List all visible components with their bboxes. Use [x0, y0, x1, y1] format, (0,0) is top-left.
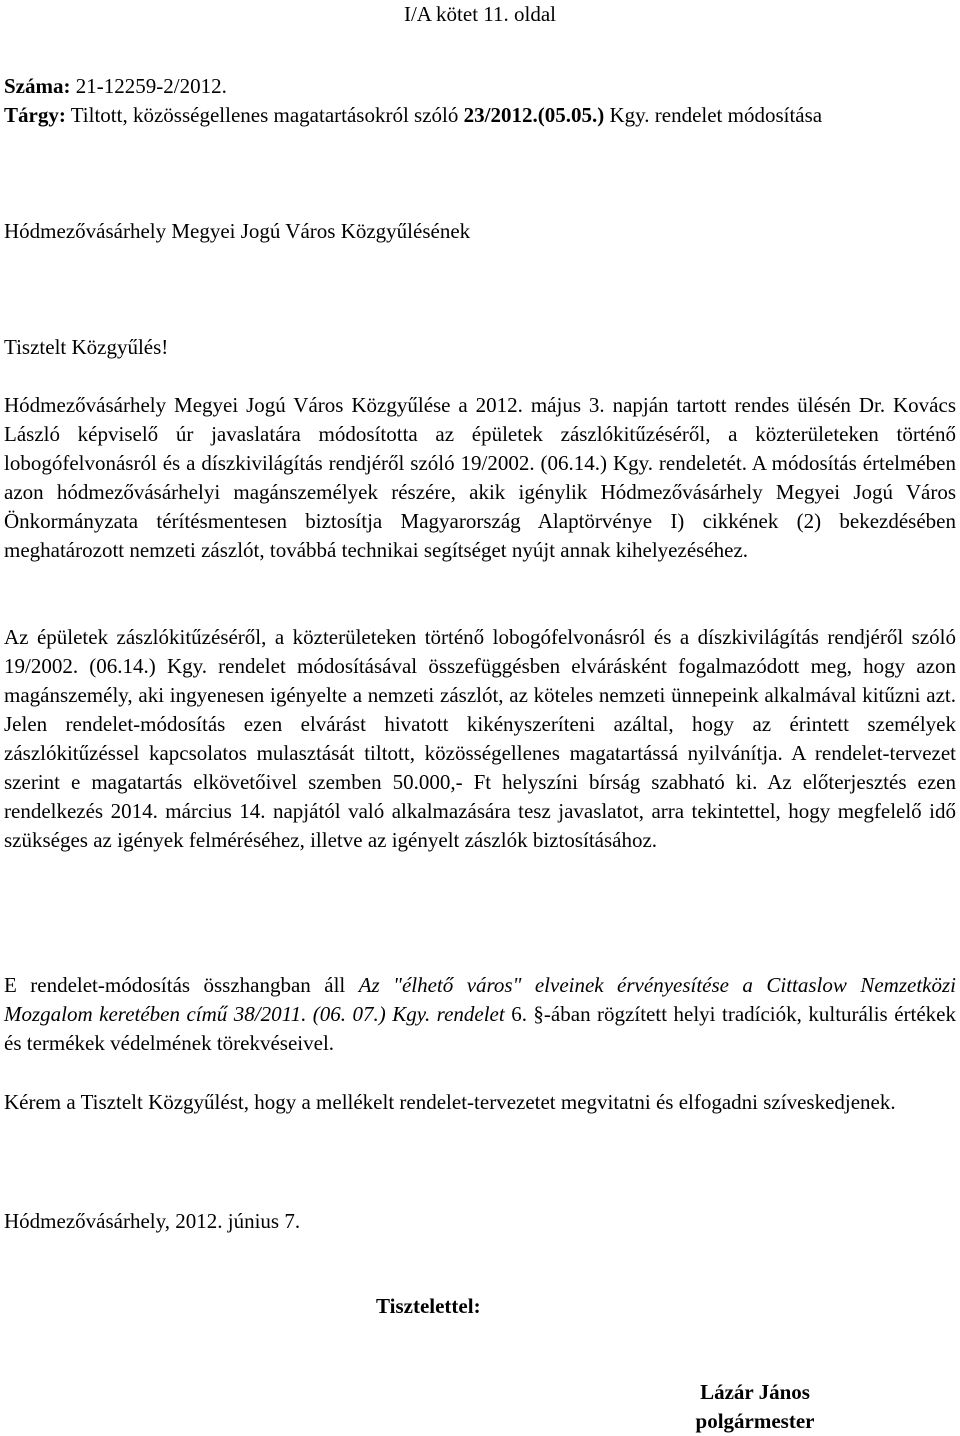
place-date: Hódmezővásárhely, 2012. június 7. — [4, 1209, 301, 1233]
salutation: Tisztelt Közgyűlés! — [4, 335, 169, 359]
document-subject — [4, 101, 956, 130]
page-label: I/A kötet 11. oldal — [403, 2, 557, 26]
signature-block — [640, 1378, 870, 1436]
closing: Tisztelettel: — [376, 1294, 481, 1318]
number-value: 21-12259-2/2012. — [75, 74, 227, 98]
paragraph-3 — [4, 971, 956, 1058]
subject-label: Tárgy: — [4, 103, 66, 127]
paragraph-2: Az épületek zászlókitűzéséről, a közterületeken történő lobogófelvonásról és a díszkivilágítás rendjéről szóló 19/2002. (06.14.) Kgy. rendelet módosításával összefüggésben elvárásként fogalmazódott meg, hogy azon magánszemély, aki ingyenesen igényelte a nemzeti zászlót, az köteles nemzeti ünnepeink alkalmával kitűzni azt. Jelen rendelet-módosítás ezen elvárást hivatott kikényszeríteni azáltal, hogy az érintett személyek zászlókitűzéssel kapcsolatos mulasztását tiltott, közösségellenes magatartássá nyilvánítja. A rendelet-tervezet szerint e magatartás elkövetőivel szemben 50.000,- Ft helyszíni bírság szabható ki. Az előterjesztés ezen rendelkezés 2014. március 14. napjától való alkalmazására tesz javaslatot, arra tekintettel, hogy megfelelő idő szükséges az igények felméréséhez, illetve az igényelt zászlók biztosításához. — [4, 625, 956, 852]
subject-value-post: Kgy. rendelet módosítása — [604, 103, 823, 127]
document-number — [4, 72, 956, 101]
signer-title: polgármester — [695, 1409, 815, 1433]
signer-name: Lázár János — [700, 1380, 810, 1404]
paragraph-4: Kérem a Tisztelt Közgyűlést, hogy a mellékelt rendelet-tervezetet megvitatni és elfogadni szíveskedjenek. — [4, 1090, 896, 1114]
number-label: Száma: — [4, 74, 71, 98]
paragraph-3-italic: Az "élhető város" elveinek érvényesítése a Cittaslow Nemzetközi Mozgalom keretében című 38/2011. (06. 07.) Kgy. rendelet — [4, 973, 956, 1026]
subject-value-bold: 23/2012.(05.05.) — [463, 103, 605, 127]
subject-value-pre: Tiltott, közösségellenes magatartásokról szóló — [70, 103, 464, 127]
paragraph-1: Hódmezővásárhely Megyei Jogú Város Közgyűlése a 2012. május 3. napján tartott rendes ülésén Dr. Kovács László képviselő úr javaslatára módosította az épületek zászlókitűzéséről, a közterületeken történő lobogófelvonásról és a díszkivilágítás rendjéről szóló 19/2002. (06.14.) Kgy. rendeletét. A módosítás értelmében azon hódmezővásárhelyi magánszemélyek részére, akik igénylik Hódmezővásárhely Megyei Jogú Város Önkormányzata térítésmentesen biztosítja Magyarország Alaptörvénye I) cikkének (2) bekezdésében meghatározott nemzeti zászlót, továbbá technikai segítséget nyújt annak kihelyezéséhez. — [4, 393, 956, 562]
paragraph-3-post: 6. §-ában rögzített helyi tradíciók, kulturális értékek és termékek védelmének törekvéseivel. — [4, 1002, 956, 1055]
addressee: Hódmezővásárhely Megyei Jogú Város Közgyűlésének — [4, 219, 471, 243]
paragraph-3-pre: E rendelet-módosítás összhangban áll — [4, 973, 359, 997]
